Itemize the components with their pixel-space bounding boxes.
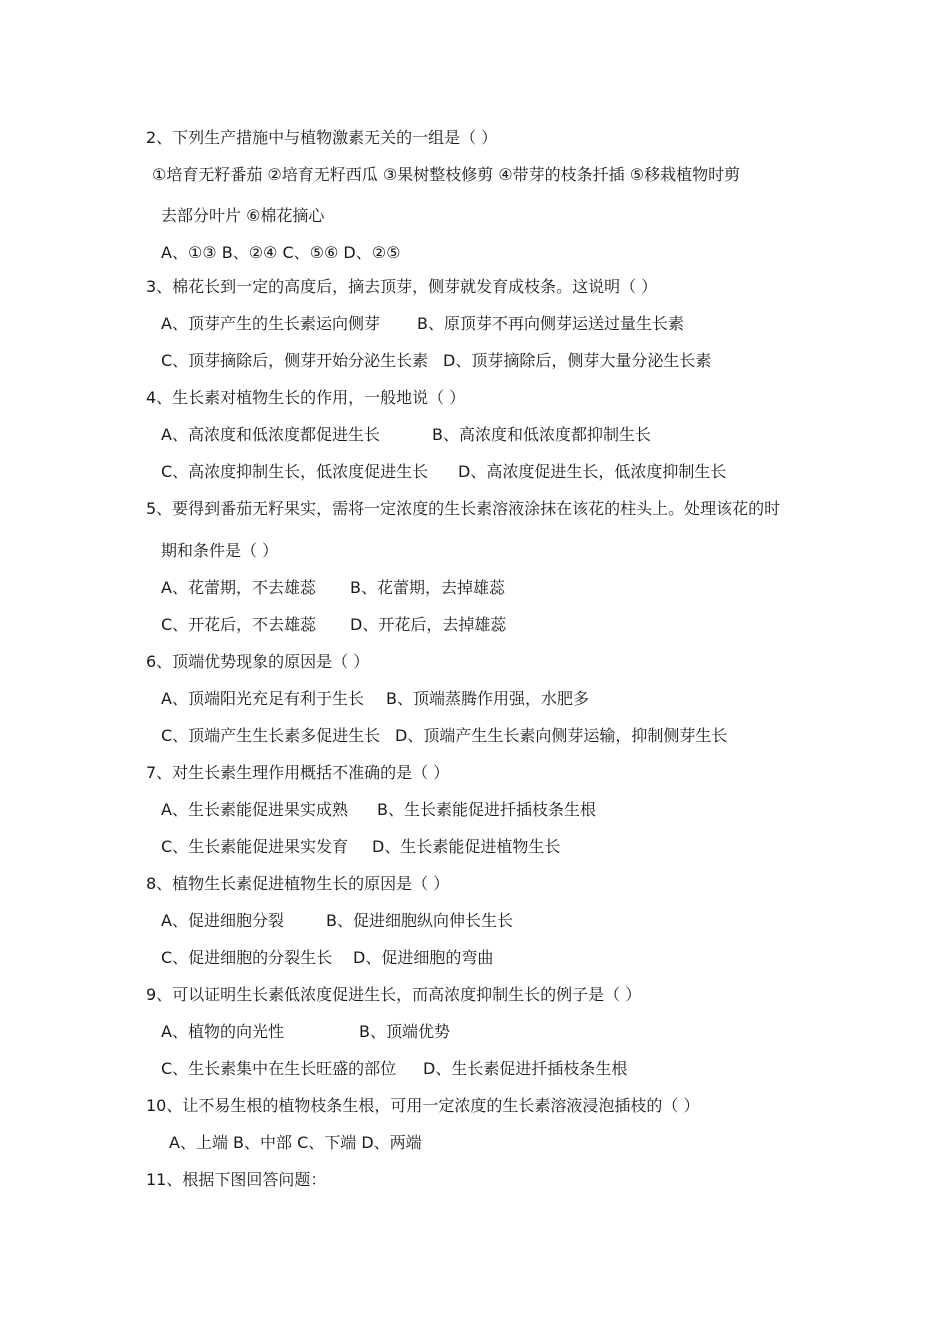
- q8-option-b: B、促进细胞纵向伸长生长: [326, 911, 513, 930]
- q3-option-a: A、顶芽产生的生长素运向侧芽: [161, 314, 380, 333]
- q6-stem: 6、顶端优势现象的原因是（ ）: [146, 652, 370, 671]
- q4-option-d: D、高浓度促进生长，低浓度抑制生长: [458, 462, 727, 481]
- q9-option-b: B、顶端优势: [359, 1022, 450, 1041]
- q3-option-c: C、顶芽摘除后，侧芽开始分泌生长素: [161, 351, 429, 370]
- q9-option-c: C、生长素集中在生长旺盛的部位: [161, 1059, 397, 1078]
- q5-stem-continued: 期和条件是（ ）: [161, 541, 279, 560]
- q2-stem: 2、下列生产措施中与植物激素无关的一组是（ ）: [146, 128, 498, 147]
- q7-option-c: C、生长素能促进果实发育: [161, 837, 349, 856]
- q8-option-a: A、促进细胞分裂: [161, 911, 284, 930]
- q6-option-a: A、顶端阳光充足有利于生长: [161, 689, 364, 708]
- q7-stem: 7、对生长素生理作用概括不准确的是（ ）: [146, 763, 450, 782]
- q6-option-c: C、顶端产生生长素多促进生长: [161, 726, 381, 745]
- q6-option-d: D、顶端产生生长素向侧芽运输，抑制侧芽生长: [395, 726, 728, 745]
- q7-option-b: B、生长素能促进扦插枝条生根: [377, 800, 596, 819]
- q3-option-d: D、顶芽摘除后，侧芽大量分泌生长素: [443, 351, 712, 370]
- q6-option-b: B、顶端蒸腾作用强，水肥多: [386, 689, 589, 708]
- q4-option-a: A、高浓度和低浓度都促进生长: [161, 425, 380, 444]
- q5-option-d: D、开花后，去掉雄蕊: [350, 615, 507, 634]
- q3-option-b: B、原顶芽不再向侧芽运送过量生长素: [417, 314, 684, 333]
- q2-items-line2: 去部分叶片 ⑥棉花摘心: [161, 206, 325, 225]
- q10-stem: 10、让不易生根的植物枝条生根，可用一定浓度的生长素溶液浸泡插枝的（ ）: [146, 1096, 700, 1115]
- q7-option-d: D、生长素能促进植物生长: [372, 837, 561, 856]
- q5-option-a: A、花蕾期，不去雄蕊: [161, 578, 316, 597]
- q9-option-a: A、植物的向光性: [161, 1022, 284, 1041]
- q5-option-b: B、花蕾期，去掉雄蕊: [350, 578, 505, 597]
- q2-options: A、①③ B、②④ C、⑤⑥ D、②⑤: [161, 243, 401, 262]
- q10-options: A、上端 B、中部 C、下端 D、两端: [169, 1133, 422, 1152]
- q8-option-d: D、促进细胞的弯曲: [353, 948, 494, 967]
- q11-stem: 11、根据下图回答问题：: [146, 1170, 327, 1189]
- q7-option-a: A、生长素能促进果实成熟: [161, 800, 348, 819]
- q8-stem: 8、植物生长素促进植物生长的原因是（ ）: [146, 874, 450, 893]
- q9-stem: 9、可以证明生长素低浓度促进生长，而高浓度抑制生长的例子是（ ）: [146, 985, 642, 1004]
- q4-stem: 4、生长素对植物生长的作用，一般地说（ ）: [146, 388, 466, 407]
- q5-stem: 5、要得到番茄无籽果实，需将一定浓度的生长素溶液涂抹在该花的柱头上。处理该花的时: [146, 499, 781, 518]
- q4-option-c: C、高浓度抑制生长，低浓度促进生长: [161, 462, 429, 481]
- q9-option-d: D、生长素促进扦插枝条生根: [423, 1059, 628, 1078]
- q2-items-line1: ①培育无籽番茄 ②培育无籽西瓜 ③果树整枝修剪 ④带芽的枝条扦插 ⑤移栽植物时剪: [152, 165, 741, 184]
- q5-option-c: C、开花后，不去雄蕊: [161, 615, 317, 634]
- q3-stem: 3、棉花长到一定的高度后，摘去顶芽，侧芽就发育成枝条。这说明（ ）: [146, 277, 658, 296]
- q4-option-b: B、高浓度和低浓度都抑制生长: [432, 425, 651, 444]
- q8-option-c: C、促进细胞的分裂生长: [161, 948, 333, 967]
